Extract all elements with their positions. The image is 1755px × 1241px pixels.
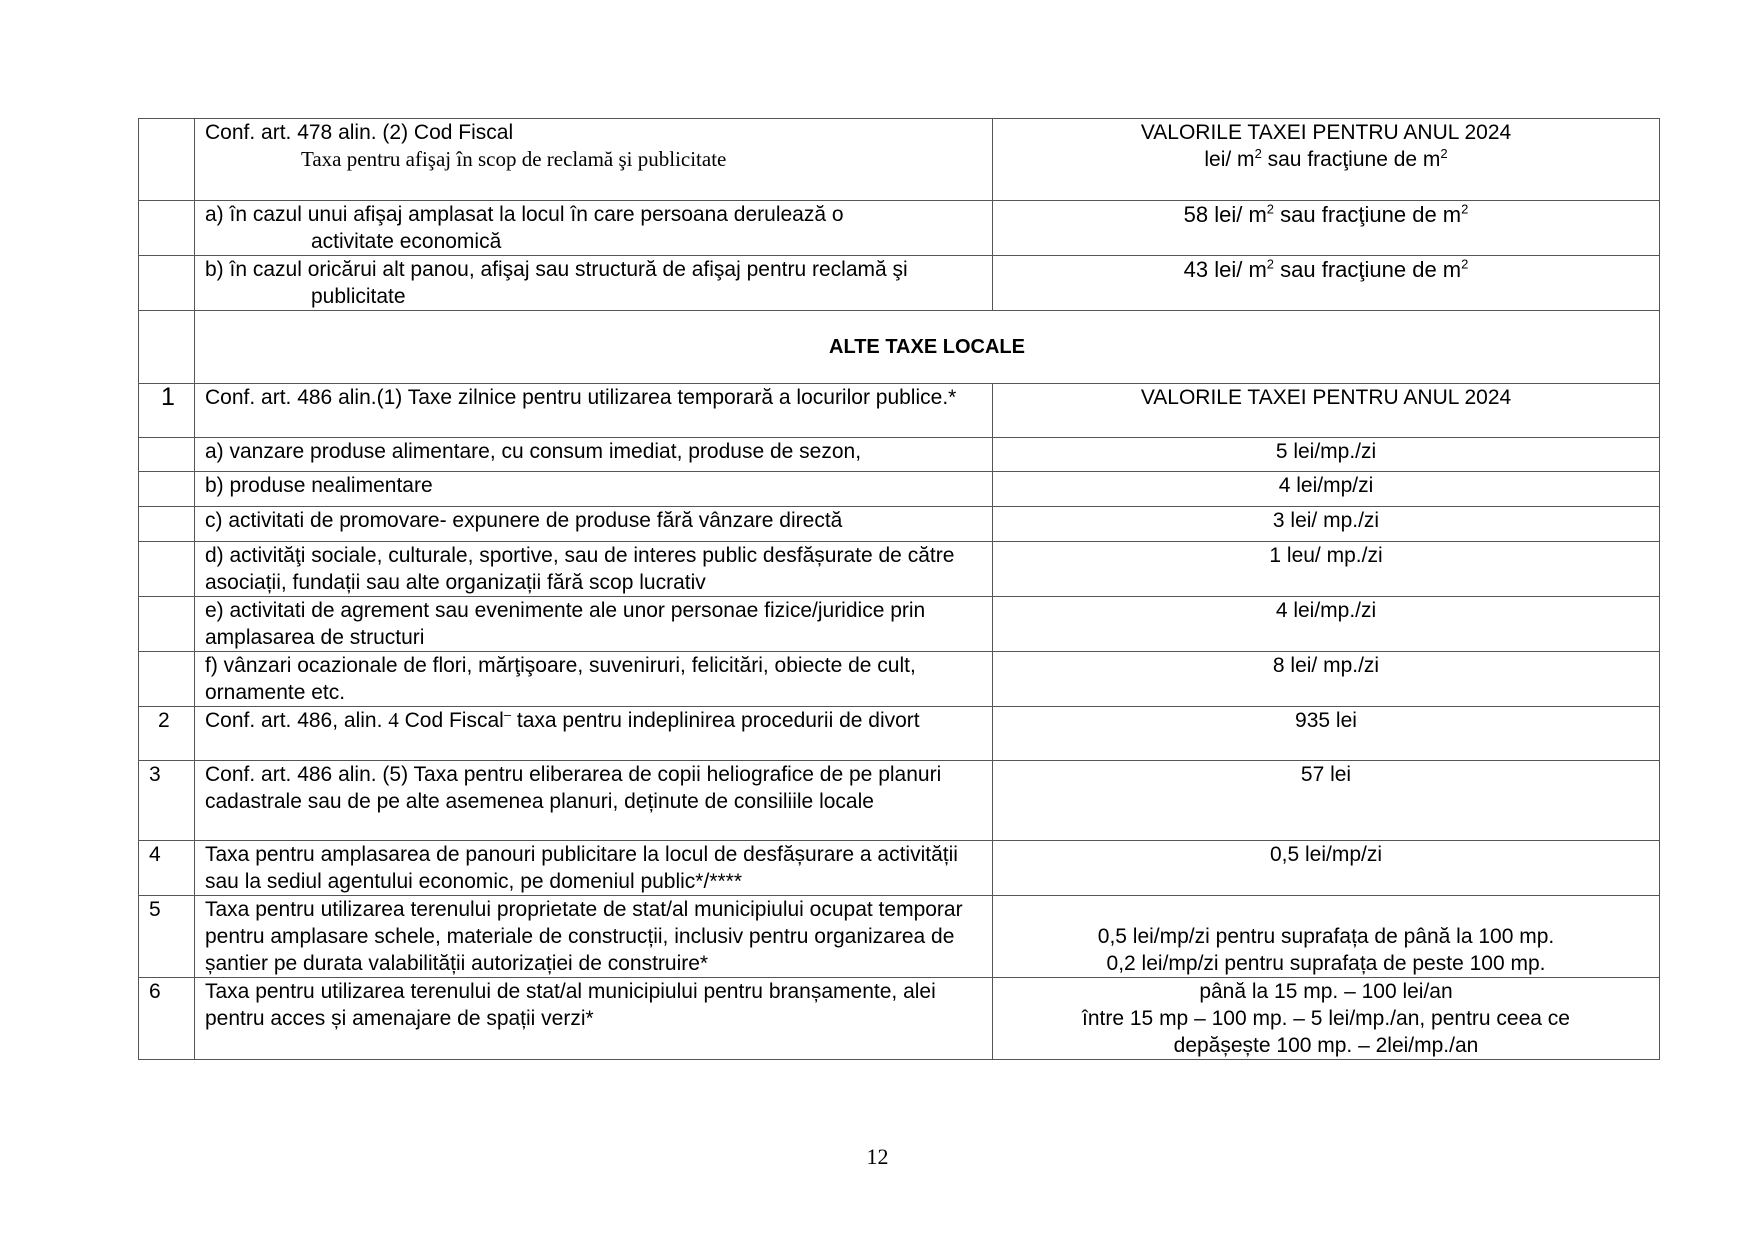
table-row <box>139 472 1660 507</box>
row-number-cell <box>139 311 195 384</box>
row-value-cell: VALORILE TAXEI PENTRU ANUL 2024 <box>993 384 1660 438</box>
afisaj-header-row <box>139 119 1660 201</box>
row-number-cell <box>139 841 195 896</box>
row-number-cell <box>139 438 195 472</box>
table-row <box>139 652 1660 707</box>
section-heading-row <box>139 311 1660 384</box>
row-value-cell: 0,5 lei/mp/zi <box>993 841 1660 896</box>
afisaj-legal-reference: Conf. art. 478 alin. (2) Cod Fiscal <box>205 121 514 144</box>
row-number: 4 <box>149 843 161 866</box>
page-number: 12 <box>866 1144 889 1169</box>
row-number: 2 <box>158 709 170 732</box>
table-row <box>139 507 1660 542</box>
row-value-cell: 4 lei/mp/zi <box>993 472 1660 507</box>
table-row <box>139 597 1660 652</box>
value-line: între 15 mp – 100 mp. – 5 lei/mp./an, pentru ceea ce <box>1082 1007 1570 1030</box>
afisaj-header-cell <box>195 119 993 201</box>
afisaj-value-cell: 43 lei/ $m^2$ sau fracţiune de $m^2$ <box>993 256 1660 311</box>
row-number-cell <box>139 119 195 201</box>
row-number-cell <box>139 707 195 761</box>
table-row <box>139 438 1660 472</box>
row-text-cell: Conf. art. 486, alin. 4 Cod Fiscal– taxa pentru indeplinirea procedurii de divort <box>195 707 993 761</box>
value-line: până la 15 mp. – 100 lei/an <box>1199 980 1453 1003</box>
row-value-cell: 57 lei <box>993 761 1660 841</box>
row-number-cell <box>139 597 195 652</box>
afisaj-row-b <box>139 256 1660 311</box>
row-text-cell: Conf. art. 486 alin.(1) Taxe zilnice pentru utilizarea temporară a locurilor publice.* <box>195 384 993 438</box>
table-row <box>139 978 1660 1060</box>
row-text-cell: Taxa pentru utilizarea terenului proprietate de stat/al municipiului ocupat temporar pentru amplasare schele, materiale de construcții, inclusiv pentru organizarea de șantier pe durata valabilității autorizației de construire* <box>195 896 993 978</box>
row-number-cell <box>139 384 195 438</box>
table-row <box>139 761 1660 841</box>
row-text-cell: a) vanzare produse alimentare, cu consum imediat, produse de sezon, <box>195 438 993 472</box>
afisaj-label: b) în cazul oricărui alt panou, afişaj sau structură de afişaj pentru reclamă şi <box>205 258 908 281</box>
row-text-cell: Conf. art. 486 alin. (5) Taxa pentru eliberarea de copii heliografice de pe planuri cadastrale sau de pe alte asemenea planuri, deținute de consiliile locale <box>195 761 993 841</box>
row-number-cell <box>139 256 195 311</box>
value-header-title: VALORILE TAXEI PENTRU ANUL 2024 <box>1140 121 1512 144</box>
row-value-cell: 935 lei <box>993 707 1660 761</box>
row-number-cell <box>139 472 195 507</box>
row-number-cell <box>139 761 195 841</box>
row-value-cell <box>993 896 1660 978</box>
row-text-cell: Taxa pentru amplasarea de panouri publicitare la locul de desfășurare a activității sau la sediul agentului economic, pe domeniul public*/**** <box>195 841 993 896</box>
row-text-cell: b) produse nealimentare <box>195 472 993 507</box>
row-number: 1 <box>161 383 175 411</box>
afisaj-label-continuation: activitate economică <box>311 230 502 253</box>
row-value-cell: 8 lei/ mp./zi <box>993 652 1660 707</box>
row-text-cell: c) activitati de promovare- expunere de produse fără vânzare directă <box>195 507 993 542</box>
row-value-cell <box>993 978 1660 1060</box>
value-line: 0,2 lei/mp/zi pentru suprafața de peste 100 mp. <box>1106 952 1546 975</box>
afisaj-value-header-cell <box>993 119 1660 201</box>
row-text-cell: f) vânzari ocazionale de flori, mărţişoare, suveniruri, felicitări, obiecte de cult, ornamente etc. <box>195 652 993 707</box>
row-text-cell: Taxa pentru utilizarea terenului de stat/al municipiului pentru branșamente, alei pentru acces și amenajare de spații verzi* <box>195 978 993 1060</box>
row-number-cell <box>139 978 195 1060</box>
value-header-unit: lei/ $m^2$ sau fracţiune de $m^2$ <box>1204 146 1448 171</box>
table-row <box>139 384 1660 438</box>
row-number: 5 <box>149 898 161 921</box>
row-text-cell: e) activitati de agrement sau evenimente ale unor personae fizice/juridice prin amplasarea de structuri <box>195 597 993 652</box>
row-number-cell <box>139 896 195 978</box>
row-number-cell <box>139 507 195 542</box>
table-row <box>139 841 1660 896</box>
row-number-cell <box>139 542 195 597</box>
afisaj-label-continuation: publicitate <box>311 285 406 308</box>
afisaj-label-cell <box>195 256 993 311</box>
row-number: 6 <box>149 980 161 1003</box>
value-line: 0,5 lei/mp/zi pentru suprafața de până la 100 mp. <box>1097 925 1555 948</box>
row-number: 3 <box>149 763 161 786</box>
row-value-cell: 4 lei/mp./zi <box>993 597 1660 652</box>
table-row <box>139 707 1660 761</box>
afisaj-value-cell: 58 lei/ $m^2$ sau fracţiune de $m^2$ <box>993 201 1660 256</box>
afisaj-label-cell <box>195 201 993 256</box>
table-row <box>139 896 1660 978</box>
afisaj-title: Taxa pentru afişaj în scop de reclamă şi publicitate <box>301 147 727 171</box>
row-value-cell: 3 lei/ mp./zi <box>993 507 1660 542</box>
row-number-cell <box>139 201 195 256</box>
tax-table <box>138 118 1660 1060</box>
value-line: depășește 100 mp. – 2lei/mp./an <box>1173 1034 1479 1057</box>
row-value-cell: 5 lei/mp./zi <box>993 438 1660 472</box>
afisaj-label: a) în cazul unui afişaj amplasat la locul în care persoana derulează o <box>205 203 844 226</box>
row-number-cell <box>139 652 195 707</box>
table-row <box>139 542 1660 597</box>
row-text-cell: d) activităţi sociale, culturale, sportive, sau de interes public desfășurate de către asociații, fundații sau alte organizații fără scop lucrativ <box>195 542 993 597</box>
row-value-cell: 1 leu/ mp./zi <box>993 542 1660 597</box>
afisaj-row-a <box>139 201 1660 256</box>
section-heading: ALTE TAXE LOCALE <box>195 311 1660 384</box>
